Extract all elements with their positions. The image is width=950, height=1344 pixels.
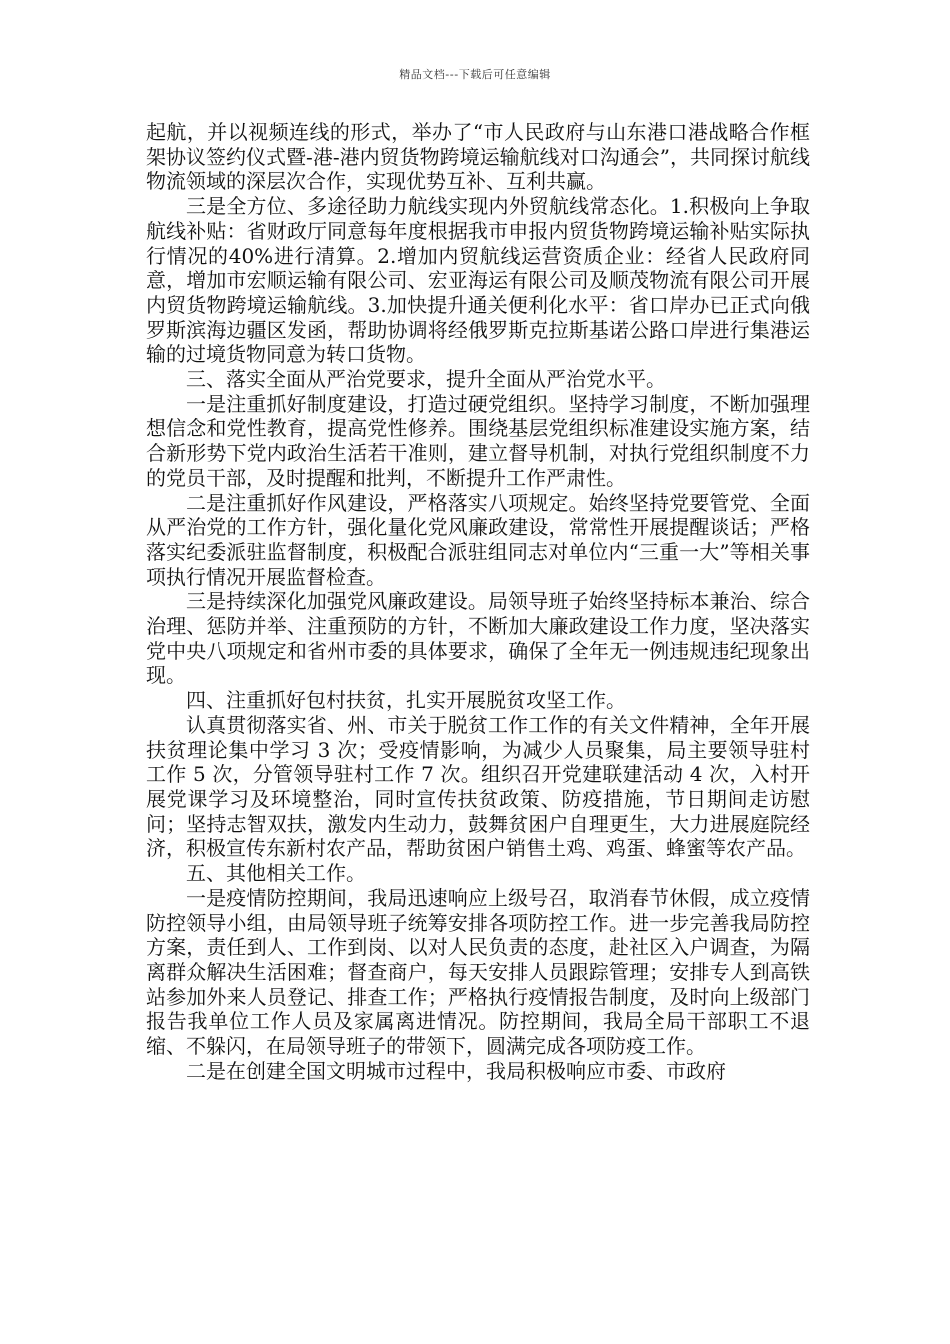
paragraph-11: 二是在创建全国文明城市过程中，我局积极响应市委、市政府 xyxy=(186,1058,726,1083)
paragraph-4: 一是注重抓好制度建设，打造过硬党组织。坚持学习制度，不断加强理想信念和党性教育，提高党性修养。围绕基层党组织标准建设实施方案，结合新形势下党内政治生活若干准则，建立督导机制，对执行党组织制度不力的党员干部，及时提醒和批判，不断提升工作严肃性。 xyxy=(146,391,810,490)
paragraph-10: 一是疫情防控期间，我局迅速响应上级号召，取消春节休假，成立疫情防控领导小组，由局领导班子统筹安排各项防控工作。进一步完善我局防控方案，责任到人、工作到岗、以对人民负责的态度，赴社区入户调查，为隔离群众解决生活困难；督查商户，每天安排人员跟踪管理；安排专人到高铁站参加外来人员登记、排查工作；严格执行疫情报告制度，及时向上级部门报告我单位工作人员及家属离进情况。防控期间，我局全局干部职工不退缩、不躲闪，在局领导班子的带领下，圆满完成各项防疫工作。 xyxy=(146,885,810,1059)
paragraph-6: 三是持续深化加强党风廉政建设。局领导班子始终坚持标本兼治、综合治理、惩防并举、注重预防的方针，不断加大廉政建设工作力度，坚决落实党中央八项规定和省州市委的具体要求，确保了全年无一例违规违纪现象出现。 xyxy=(146,589,810,688)
section-heading-5: 五、其他相关工作。 xyxy=(186,861,366,886)
document-body xyxy=(146,120,810,1083)
paragraph-2: 三是全方位、多途径助力航线实现内外贸航线常态化。1.积极向上争取航线补贴：省财政厅同意每年度根据我市申报内贸货物跨境运输补贴实际执行情况的40%进行清算。2.增加内贸航线运营资质企业：经省人民政府同意，增加市宏顺运输有限公司、宏亚海运有限公司及顺茂物流有限公司开展内贸货物跨境运输航线。3.加快提升通关便利化水平：省口岸办已正式向俄罗斯滨海边疆区发函，帮助协调将经俄罗斯克拉斯基诺公路口岸进行集港运输的过境货物同意为转口货物。 xyxy=(146,194,810,367)
paragraph-1: 起航，并以视频连线的形式，举办了“市人民政府与山东港口港战略合作框架协议签约仪式暨-港-港内贸货物跨境运输航线对口沟通会”，共同探讨航线物流领域的深层次合作，实现优势互补、互利共赢。 xyxy=(146,120,810,194)
section-heading-4: 四、注重抓好包村扶贫，扎实开展脱贫攻坚工作。 xyxy=(186,688,626,713)
paragraph-8: 认真贯彻落实省、州、市关于脱贫工作工作的有关文件精神，全年开展扶贫理论集中学习 3 次；受疫情影响，为减少人员聚集，局主要领导驻村工作 5 次，分管领导驻村工作 7 次。组织召开党建联建活动 4 次，入村开展党课学习及环境整治，同时宣传扶贫政策、防疫措施，节日期间走访慰问；坚持志智双扶，激发内生动力，鼓舞贫困户自理更生，大力进展庭院经济，积极宣传东新村农产品，帮助贫困户销售土鸡、鸡蛋、蜂蜜等农产品。 xyxy=(146,712,810,861)
page-header: 精品文档---下载后可任意编辑 xyxy=(399,68,551,81)
paragraph-5: 二是注重抓好作风建设，严格落实八项规定。始终坚持党要管党、全面从严治党的工作方针，强化量化党风廉政建设，常常性开展提醒谈话；严格落实纪委派驻监督制度，积极配合派驻组同志对单位内“三重一大”等相关事项执行情况开展监督检查。 xyxy=(146,490,810,589)
section-heading-3: 三、落实全面从严治党要求，提升全面从严治党水平。 xyxy=(186,367,666,392)
